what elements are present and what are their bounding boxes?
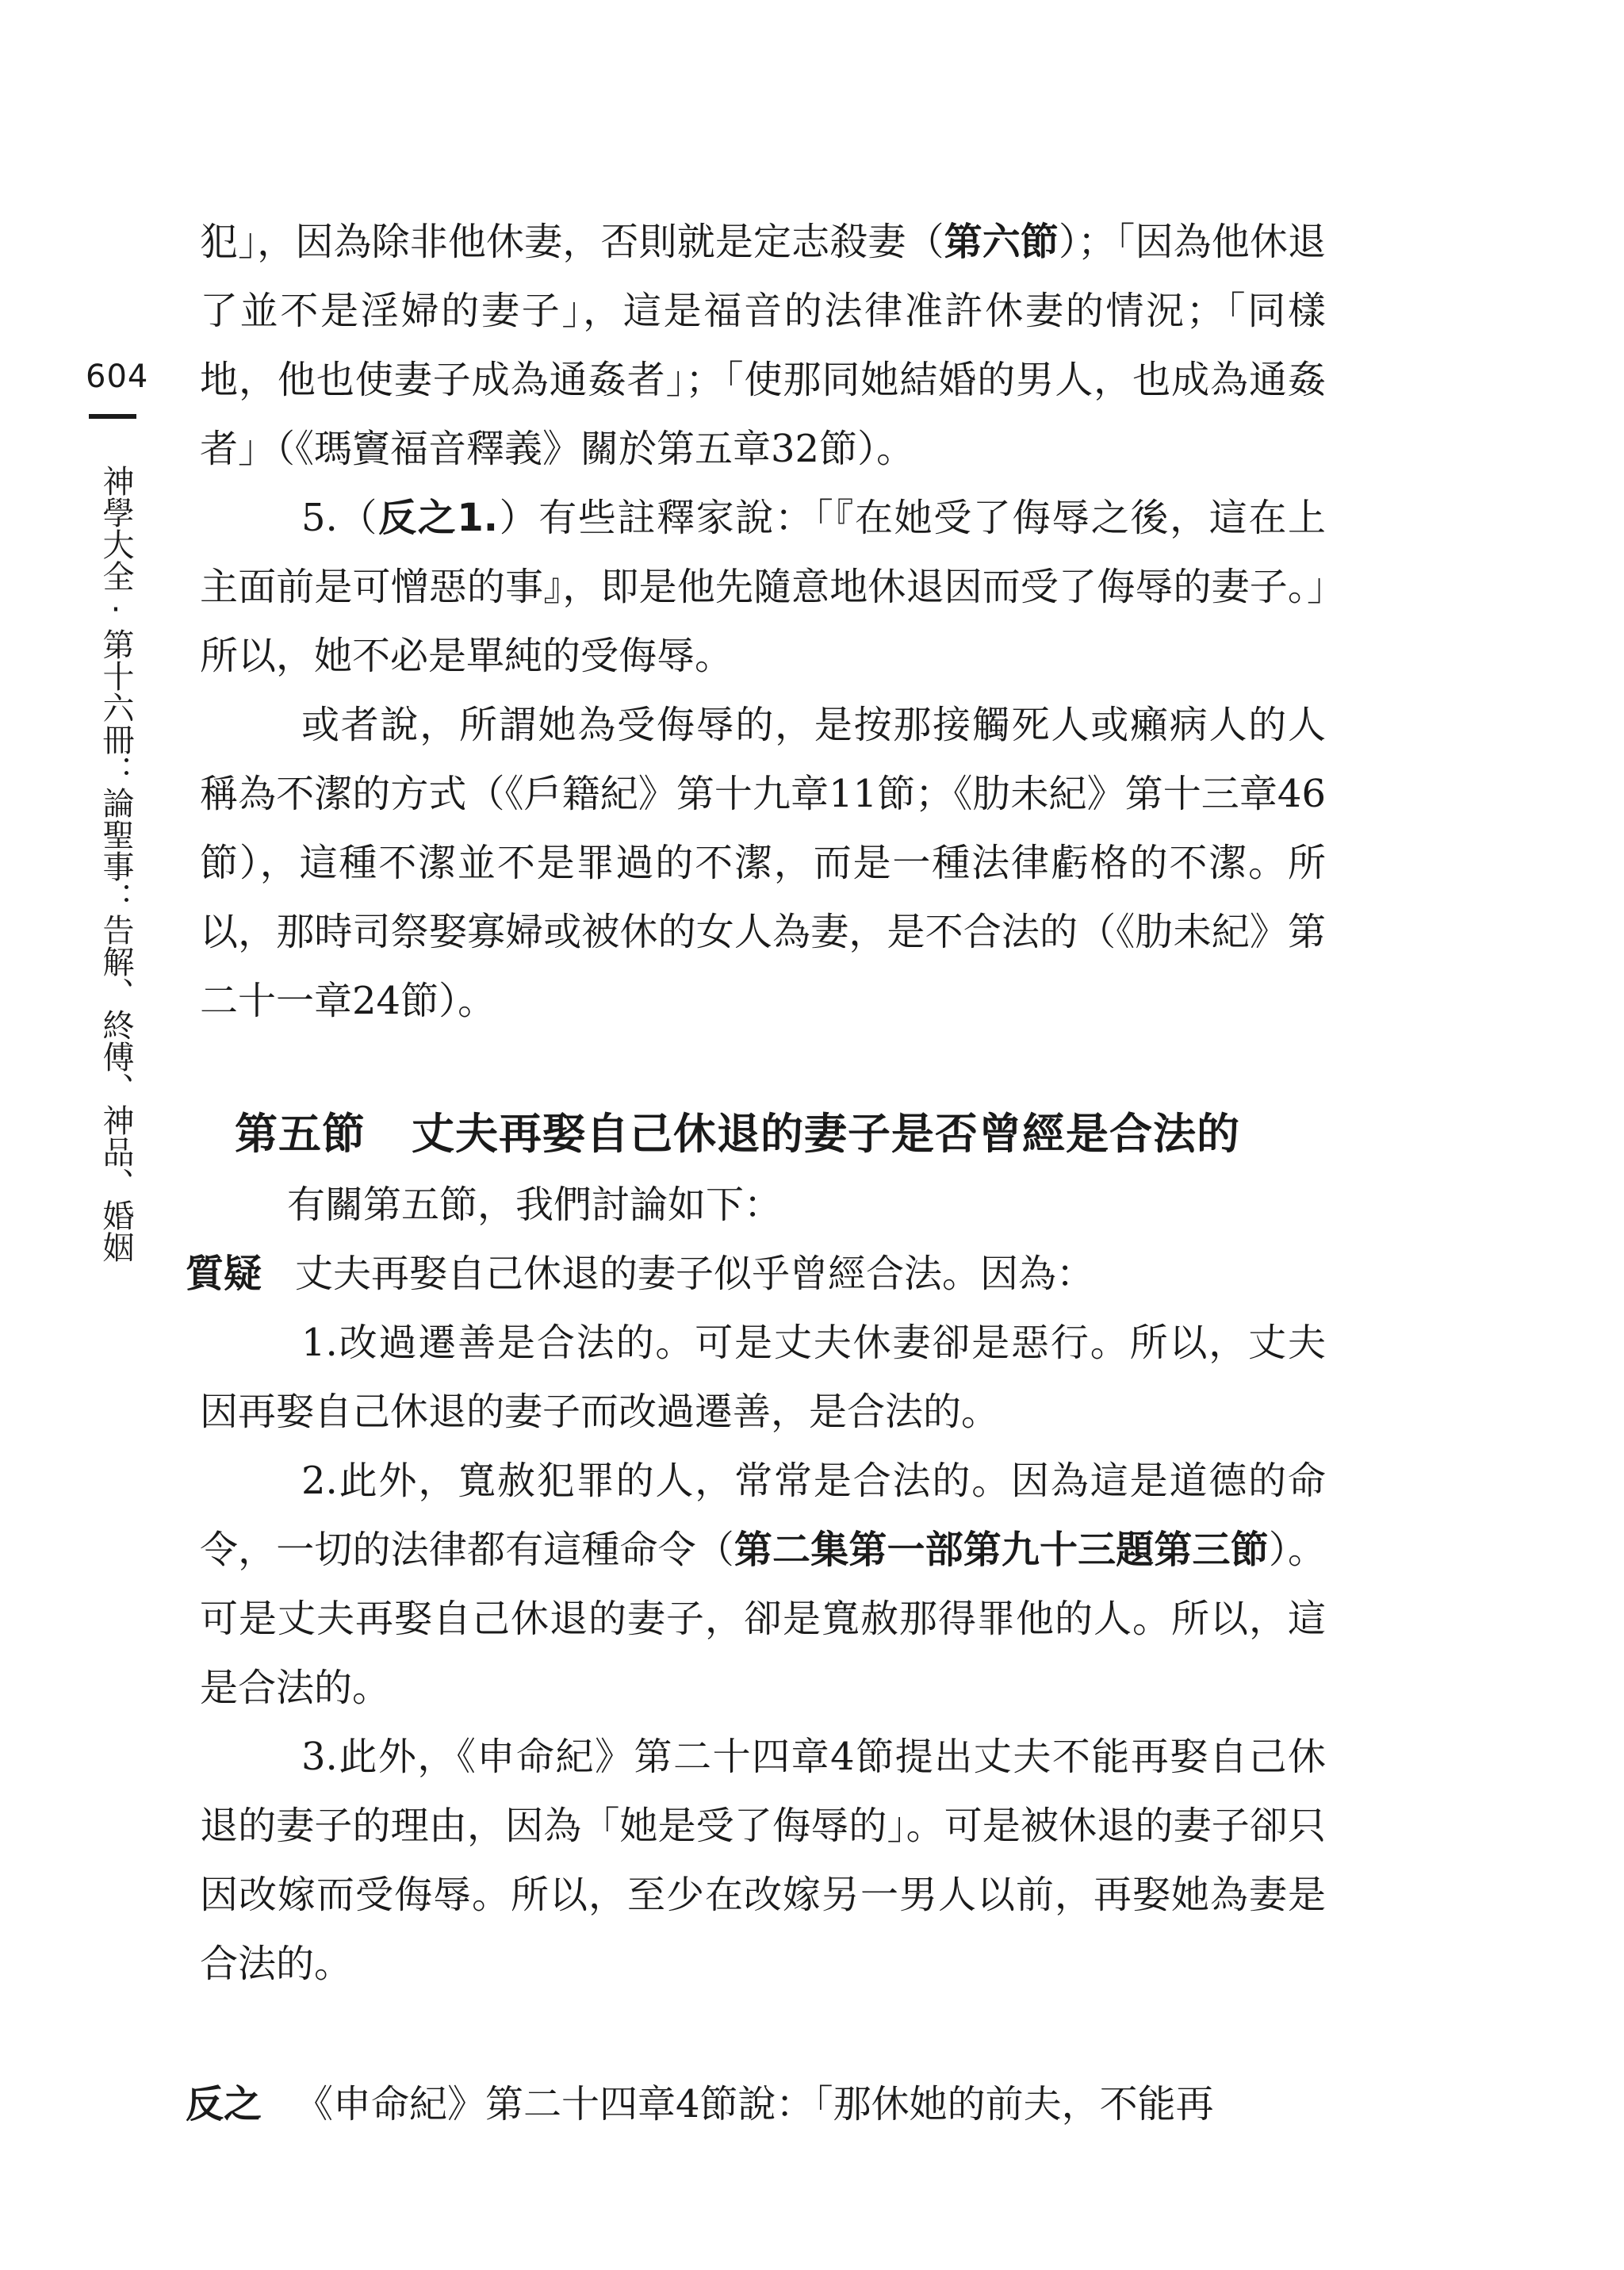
text: ）。可是丈夫再娶自己休退的妻子，卻是寬赦那得罪他的人。所以，這是合法的。: [200, 1528, 1326, 1710]
objection-label: 質疑: [186, 1252, 262, 1296]
text: 3.此外，《申命紀》第二十四章4節提出丈夫不能再娶自己休退的妻子的理由，因為「: [200, 1735, 1326, 1848]
objection-1: 1.改過遷善是合法的。可是丈夫休妻卻是惡行。所以，丈夫因再娶自己休退的妻子而改過遷善，是合法的。: [200, 1321, 1326, 1434]
article-title: 丈夫再娶自己休退的妻子是否曾經是合法的: [412, 1108, 1240, 1159]
page-body: [186, 208, 1326, 2139]
objection-3: [200, 1723, 1326, 1999]
text: 犯」，因為除非他休妻，否則就是定志殺妻（: [200, 220, 944, 264]
text: 《申命紀》第二十四章4節說：「: [295, 2082, 833, 2126]
sed-contra-label: 反之: [186, 2082, 262, 2126]
page-number: 604: [86, 359, 149, 395]
paragraph-continued: [200, 208, 1326, 484]
running-head: 神學大全·第十六冊：論聖事：告解、終傅、神品、婚姻: [98, 465, 134, 1263]
running-head-rule: [89, 414, 136, 419]
text: ）；「因為他休退了並不是淫婦的妻子」，這是福音的法律准許休妻的情況；「同樣地，他也使妻子成為通姦者」；「使那同她結婚的男人，也成為通姦者」（《瑪竇福音釋義》關於第五章32節）。: [200, 220, 1326, 471]
text: ）有些註釋家說：「『在她受了侮辱之後，這在上主面前是可憎惡的事』，即是他先隨意地休退因而受了侮辱的妻子。」所以，她不必是單純的受侮辱。: [200, 496, 1326, 678]
article-number: 第五節: [235, 1108, 366, 1159]
objection-header: [186, 1240, 1326, 1309]
article-intro: 有關第五節，我們討論如下：: [287, 1183, 783, 1227]
bold-reference: 反之1.: [378, 496, 498, 540]
article-heading: [235, 1098, 1326, 1169]
paragraph-alternative: 或者說，所謂她為受侮辱的，是按那接觸死人或癩病人的人稱為不潔的方式（《戶籍紀》第十九章11節；《肋未紀》第十三章46節），這種不潔並不是罪過的不潔，而是一種法律虧格的不潔。所以，那時司祭娶寡婦或被休的女人為妻，是不合法的（《肋未紀》第二十一章24節）。: [200, 703, 1326, 1023]
bold-reference: 第二集第一部第九十三題第三節: [733, 1528, 1269, 1572]
text: 丈夫再娶自己休退的妻子似乎曾經合法。因為：: [295, 1252, 1095, 1296]
sed-contra: [186, 2070, 1326, 2139]
text: 」。可是被休退的妻子卻只因改嫁而受侮辱。所以，至少在改嫁另一男人以前，再娶她為妻是合法的。: [200, 1804, 1326, 1986]
scripture-quote: 她是受了侮辱的: [619, 1804, 887, 1848]
scripture-quote: 那休她的前夫，不能再: [833, 2082, 1214, 2126]
text: 5.（: [301, 496, 379, 540]
objection-2: [200, 1447, 1326, 1723]
text: 2.此外，寬赦犯罪的人，常常是合法的。因為這是道德的命令，一切的法律都有這種命令（: [200, 1459, 1326, 1572]
paragraph-reply-5: [200, 484, 1326, 691]
bold-reference: 第六節: [944, 220, 1059, 264]
